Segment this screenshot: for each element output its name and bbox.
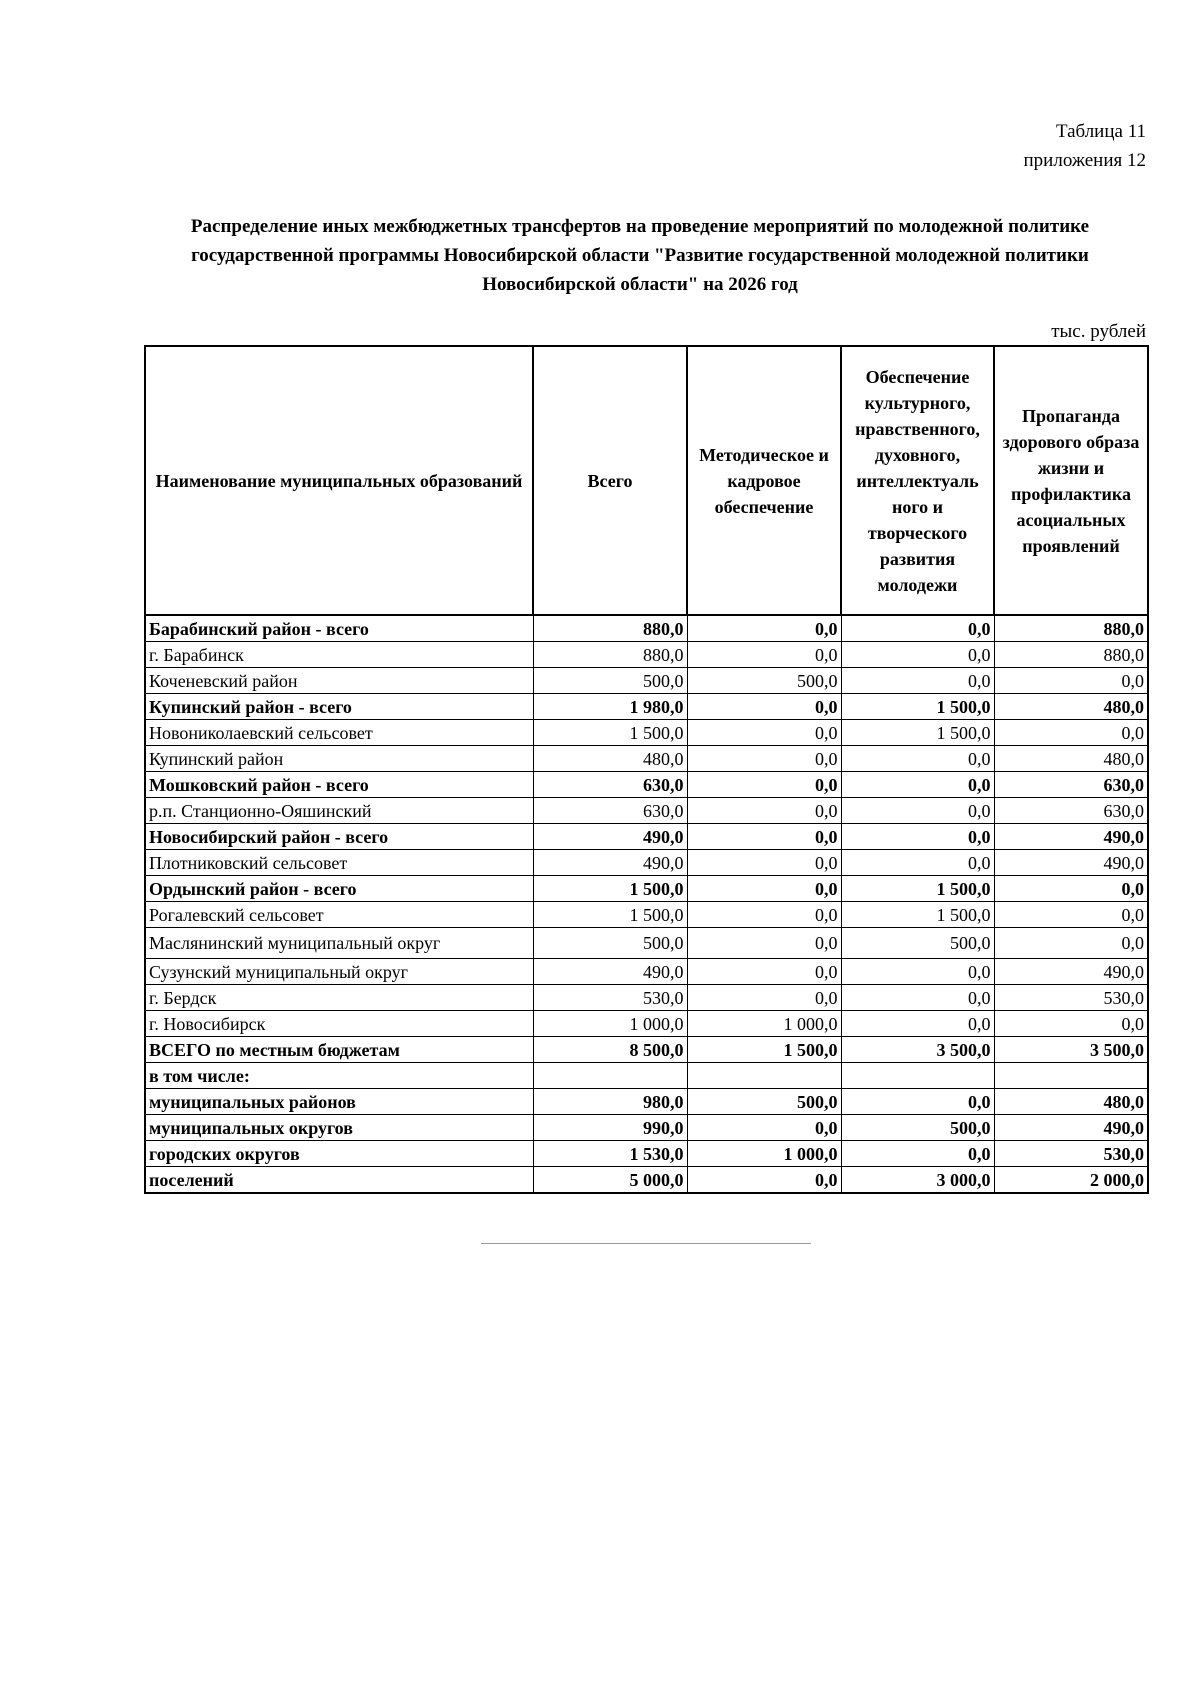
cell-cultural: 0,0 xyxy=(841,668,994,694)
cell-total: 1 500,0 xyxy=(533,902,687,928)
end-divider xyxy=(481,1243,811,1244)
table-row xyxy=(145,824,1148,850)
cell-municipality: Маслянинский муниципальный округ xyxy=(145,928,533,959)
document-title: Распределение иных межбюджетных трансфертов на проведение мероприятий по молодежной политике государственной программы Новосибирской области "Развитие государственной молодежной политики Новосибирской области" на 2026 год xyxy=(190,216,1090,295)
cell-cultural: 500,0 xyxy=(841,1115,994,1141)
cell-total: 980,0 xyxy=(533,1089,687,1115)
cell-methodical: 0,0 xyxy=(687,1167,841,1194)
cell-cultural: 0,0 xyxy=(841,850,994,876)
appendix-number: приложения 12 xyxy=(1023,150,1146,171)
cell-cultural: 3 000,0 xyxy=(841,1167,994,1194)
cell-methodical: 0,0 xyxy=(687,798,841,824)
cell-municipality: поселений xyxy=(145,1167,533,1194)
cell-methodical: 0,0 xyxy=(687,772,841,798)
cell-total: 630,0 xyxy=(533,798,687,824)
cell-cultural: 0,0 xyxy=(841,615,994,642)
table-row xyxy=(145,694,1148,720)
table-row xyxy=(145,668,1148,694)
header-municipality: Наименование муниципальных образований xyxy=(145,346,533,615)
cell-propaganda: 0,0 xyxy=(994,668,1148,694)
cell-propaganda: 0,0 xyxy=(994,720,1148,746)
cell-cultural: 0,0 xyxy=(841,959,994,985)
table-row xyxy=(145,746,1148,772)
cell-methodical: 0,0 xyxy=(687,876,841,902)
cell-municipality: Плотниковский сельсовет xyxy=(145,850,533,876)
cell-methodical: 0,0 xyxy=(687,720,841,746)
cell-municipality: Коченевский район xyxy=(145,668,533,694)
table-row xyxy=(145,798,1148,824)
cell-cultural: 1 500,0 xyxy=(841,694,994,720)
cell-municipality: ВСЕГО по местным бюджетам xyxy=(145,1037,533,1063)
table-row xyxy=(145,985,1148,1011)
cell-municipality: Барабинский район - всего xyxy=(145,615,533,642)
cell-total: 8 500,0 xyxy=(533,1037,687,1063)
cell-total: 490,0 xyxy=(533,824,687,850)
table-row xyxy=(145,876,1148,902)
cell-cultural: 500,0 xyxy=(841,928,994,959)
table-row xyxy=(145,642,1148,668)
cell-municipality: Купинский район xyxy=(145,746,533,772)
cell-methodical: 0,0 xyxy=(687,642,841,668)
cell-propaganda: 0,0 xyxy=(994,876,1148,902)
cell-propaganda: 480,0 xyxy=(994,746,1148,772)
cell-municipality: Сузунский муниципальный округ xyxy=(145,959,533,985)
cell-total: 1 500,0 xyxy=(533,720,687,746)
cell-methodical: 0,0 xyxy=(687,985,841,1011)
table-row xyxy=(145,1141,1148,1167)
table-row xyxy=(145,1011,1148,1037)
cell-total: 500,0 xyxy=(533,928,687,959)
cell-municipality: р.п. Станционно-Ояшинский xyxy=(145,798,533,824)
cell-total: 480,0 xyxy=(533,746,687,772)
cell-propaganda: 480,0 xyxy=(994,1089,1148,1115)
cell-propaganda: 630,0 xyxy=(994,798,1148,824)
cell-total: 880,0 xyxy=(533,642,687,668)
cell-total: 630,0 xyxy=(533,772,687,798)
cell-propaganda: 0,0 xyxy=(994,902,1148,928)
cell-propaganda: 480,0 xyxy=(994,694,1148,720)
cell-total: 990,0 xyxy=(533,1115,687,1141)
cell-cultural: 0,0 xyxy=(841,1141,994,1167)
cell-propaganda: 490,0 xyxy=(994,850,1148,876)
cell-methodical: 0,0 xyxy=(687,824,841,850)
header-cultural: Обеспечение культурного, нравственного, духовного, интеллектуаль ного и творческого развития молодежи xyxy=(841,346,994,615)
cell-municipality: муниципальных округов xyxy=(145,1115,533,1141)
cell-methodical: 0,0 xyxy=(687,902,841,928)
cell-propaganda: 490,0 xyxy=(994,1115,1148,1141)
cell-methodical: 500,0 xyxy=(687,668,841,694)
cell-methodical: 0,0 xyxy=(687,694,841,720)
header-methodical: Методическое и кадровое обеспечение xyxy=(687,346,841,615)
cell-propaganda: 2 000,0 xyxy=(994,1167,1148,1194)
cell-propaganda: 490,0 xyxy=(994,824,1148,850)
cell-total: 1 980,0 xyxy=(533,694,687,720)
cell-methodical: 1 000,0 xyxy=(687,1141,841,1167)
cell-municipality: г. Барабинск xyxy=(145,642,533,668)
cell-municipality: Новониколаевский сельсовет xyxy=(145,720,533,746)
cell-total: 1 500,0 xyxy=(533,876,687,902)
cell-municipality: Ордынский район - всего xyxy=(145,876,533,902)
header-propaganda: Пропаганда здорового образа жизни и профилактика асоциальных проявлений xyxy=(994,346,1148,615)
cell-total: 1 000,0 xyxy=(533,1011,687,1037)
cell-cultural: 0,0 xyxy=(841,1011,994,1037)
table-row xyxy=(145,1037,1148,1063)
cell-cultural: 0,0 xyxy=(841,1089,994,1115)
cell-propaganda: 530,0 xyxy=(994,1141,1148,1167)
cell-cultural: 1 500,0 xyxy=(841,876,994,902)
cell-propaganda: 490,0 xyxy=(994,959,1148,985)
cell-propaganda: 630,0 xyxy=(994,772,1148,798)
cell-propaganda: 0,0 xyxy=(994,928,1148,959)
cell-municipality: г. Новосибирск xyxy=(145,1011,533,1037)
cell-methodical: 0,0 xyxy=(687,959,841,985)
cell-total: 490,0 xyxy=(533,850,687,876)
cell-propaganda: 880,0 xyxy=(994,642,1148,668)
cell-municipality: Мошковский район - всего xyxy=(145,772,533,798)
table-row xyxy=(145,928,1148,959)
cell-propaganda: 880,0 xyxy=(994,615,1148,642)
cell-total: 880,0 xyxy=(533,615,687,642)
cell-methodical: 0,0 xyxy=(687,850,841,876)
cell-methodical: 0,0 xyxy=(687,1115,841,1141)
table-row xyxy=(145,772,1148,798)
cell-cultural: 0,0 xyxy=(841,985,994,1011)
cell-cultural: 0,0 xyxy=(841,746,994,772)
cell-municipality: Рогалевский сельсовет xyxy=(145,902,533,928)
cell-methodical: 1 500,0 xyxy=(687,1037,841,1063)
cell-methodical: 1 000,0 xyxy=(687,1011,841,1037)
distribution-table xyxy=(144,345,1149,1194)
units-label: тыс. рублей xyxy=(1051,321,1146,342)
cell-cultural: 0,0 xyxy=(841,772,994,798)
table-row xyxy=(145,1115,1148,1141)
cell-cultural: 3 500,0 xyxy=(841,1037,994,1063)
cell-cultural: 0,0 xyxy=(841,642,994,668)
cell-propaganda: 530,0 xyxy=(994,985,1148,1011)
cell-total: 1 530,0 xyxy=(533,1141,687,1167)
table-reference xyxy=(1024,117,1146,175)
cell-municipality: г. Бердск xyxy=(145,985,533,1011)
table-number: Таблица 11 xyxy=(1055,121,1146,142)
cell-municipality: в том числе: xyxy=(145,1063,533,1089)
cell-total: 5 000,0 xyxy=(533,1167,687,1194)
cell-methodical: 0,0 xyxy=(687,746,841,772)
table-header-row xyxy=(145,346,1148,615)
cell-methodical: 0,0 xyxy=(687,615,841,642)
cell-methodical xyxy=(687,1063,841,1089)
cell-cultural: 0,0 xyxy=(841,824,994,850)
cell-cultural: 1 500,0 xyxy=(841,720,994,746)
table-row xyxy=(145,1063,1148,1089)
cell-total: 530,0 xyxy=(533,985,687,1011)
cell-propaganda xyxy=(994,1063,1148,1089)
cell-cultural xyxy=(841,1063,994,1089)
cell-propaganda: 0,0 xyxy=(994,1011,1148,1037)
cell-total: 490,0 xyxy=(533,959,687,985)
table-row xyxy=(145,959,1148,985)
table-row xyxy=(145,902,1148,928)
table-body xyxy=(145,615,1148,1193)
cell-total xyxy=(533,1063,687,1089)
header-total: Всего xyxy=(533,346,687,615)
table-row xyxy=(145,850,1148,876)
table-row xyxy=(145,615,1148,642)
table-row xyxy=(145,1089,1148,1115)
cell-cultural: 0,0 xyxy=(841,798,994,824)
cell-municipality: Купинский район - всего xyxy=(145,694,533,720)
cell-methodical: 500,0 xyxy=(687,1089,841,1115)
cell-total: 500,0 xyxy=(533,668,687,694)
cell-propaganda: 3 500,0 xyxy=(994,1037,1148,1063)
table-row xyxy=(145,720,1148,746)
cell-municipality: Новосибирский район - всего xyxy=(145,824,533,850)
cell-municipality: муниципальных районов xyxy=(145,1089,533,1115)
table-row xyxy=(145,1167,1148,1194)
cell-methodical: 0,0 xyxy=(687,928,841,959)
cell-municipality: городских округов xyxy=(145,1141,533,1167)
cell-cultural: 1 500,0 xyxy=(841,902,994,928)
